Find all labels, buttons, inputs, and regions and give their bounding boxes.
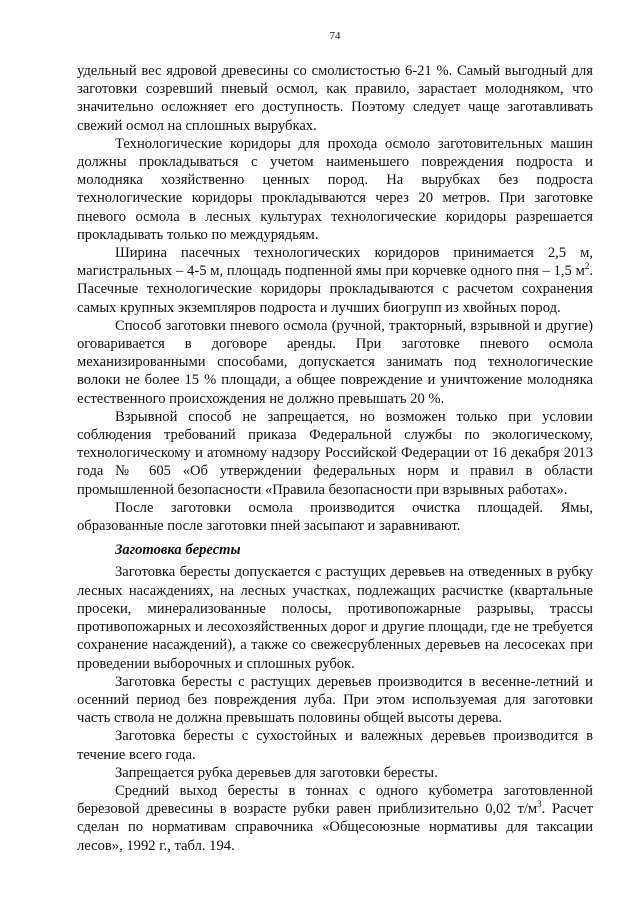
paragraph: Заготовка бересты с растущих деревьев производится в весенне-летний и осенний период без повреждения луба. При этом используемая для заготовки часть ствола не должна превышать половины общей высоты дерева.: [77, 673, 593, 727]
paragraph-text: Средний выход бересты в тоннах с одного кубометра заготовленной березовой древесины в возрасте рубки равен приблизительно 0,02 т/м: [77, 782, 593, 818]
paragraph: [77, 782, 593, 855]
paragraph-text: . Пасечные технологические коридоры прокладываются с расчетом сохранения самых крупных экземпляров подроста и лучших биогрупп из хвойных пород.: [77, 263, 593, 316]
section-heading: Заготовка бересты: [115, 542, 241, 559]
paragraph-text: Ширина пасечных технологических коридоров принимается 2,5 м, магистральных – 4-5 м, площадь подпенной ямы при корчевке одного пня – 1,5 м: [77, 245, 593, 280]
page-body: [77, 62, 593, 855]
paragraph: Запрещается рубка деревьев для заготовки бересты.: [115, 764, 438, 781]
superscript: 3: [537, 799, 542, 810]
paragraph: Заготовка бересты допускается с растущих деревьев на отведенных в рубку лесных насаждениях, на лесных участках, подлежащих расчистке (квартальные просеки, минерализованные полосы, противопожарные разрывы, трассы противопожарных и лесохозяйственных дорог и другие площади, где не требуется сохранение насаждений), а также со свежесрубленных деревьев на лесосеках при проведении выборочных и сплошных рубок.: [77, 564, 593, 672]
paragraph: удельный вес ядровой древесины со смолистостью 6-21 %. Самый выгодный для заготовки созревший пневый осмол, как правило, зарастает молодняком, что значительно осложняет его доступность. Поэтому следует чаще заготавливать свежий осмол на сплошных вырубках.: [77, 63, 593, 134]
paragraph: Взрывной способ не запрещается, но возможен только при условии соблюдения требований приказа Федеральной службы по экологическому, технологическому и атомному надзору Российской Федерации от 16 декабря 2013 года № 605 «Об утверждении федеральных норм и правил в области промышленной безопасности «Правила безопасности при взрывных работах».: [77, 408, 593, 498]
paragraph: После заготовки осмола производится очистка площадей. Ямы, образованные после заготовки пней засыпают и заравнивают.: [77, 499, 593, 535]
paragraph: Способ заготовки пневого осмола (ручной, тракторный, взрывной и другие) оговаривается в договоре аренды. При заготовке пневого осмола механизированными способами, допускается занимать под технологические волоки не более 15 % площади, а общее повреждение и уничтожение молодняка естественного происхождения не должно превышать 20 %.: [77, 317, 593, 407]
page-number: 74: [329, 30, 341, 42]
paragraph: Технологические коридоры для прохода осмоло заготовительных машин должны прокладываться с учетом наименьшего повреждения подроста и молодняка хозяйственно ценных пород. На вырубках без подроста технологические коридоры прокладываются через 20 метров. При заготовке пневого осмола в лесных культурах технологические коридоры разрешается прокладывать только по междурядьям.: [77, 135, 593, 243]
superscript: 2: [584, 261, 590, 272]
paragraph: Заготовка бересты с сухостойных и валежных деревьев производится в течение всего года.: [77, 728, 593, 763]
paragraph: [77, 244, 593, 317]
paragraph-text: . Расчет сделан по нормативам справочника «Общесоюзные нормативы для таксации лесов», 1992 г., табл. 194.: [77, 801, 593, 854]
